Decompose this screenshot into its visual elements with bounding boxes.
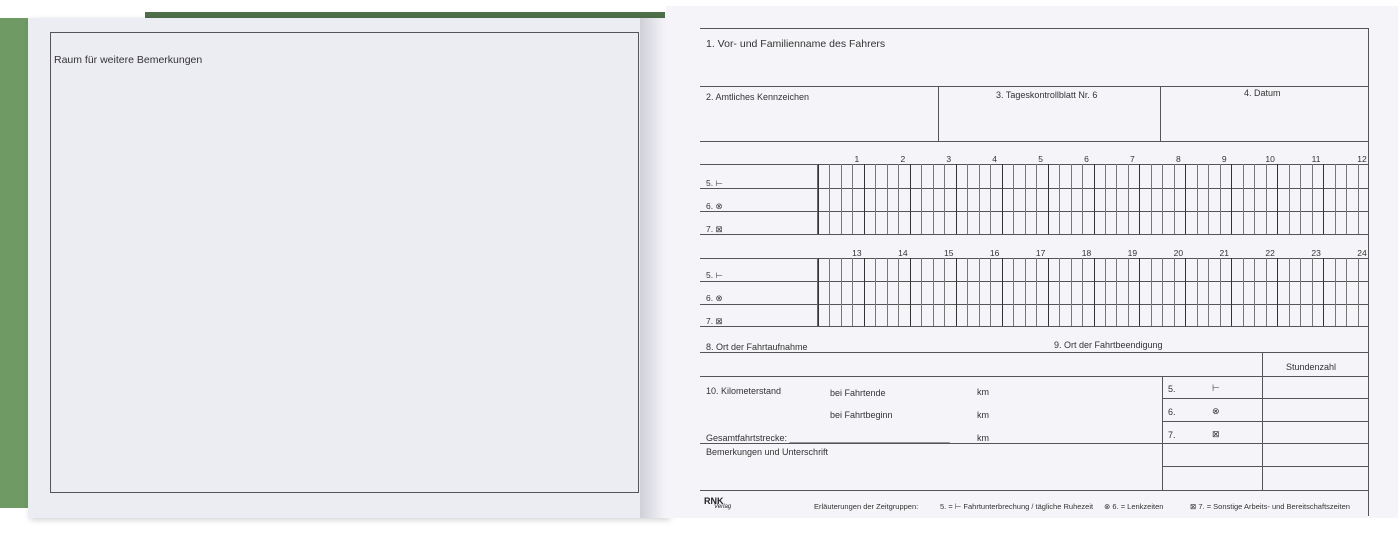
hour-label: 1 [854,154,860,164]
start-location-label: 8. Ort der Fahrtaufnahme [706,342,808,352]
hour-label: 13 [852,248,862,258]
hour-label: 14 [898,248,908,258]
summary-driving-num: 6. [1168,407,1176,417]
hour-label: 8 [1175,154,1181,164]
end-location-label: 9. Ort der Fahrtbeendigung [1054,340,1163,350]
hour-label: 5 [1038,154,1043,164]
hour-label: 24 [1357,248,1367,258]
legend-driving: ⊗ 6. = Lenkzeiten [1104,502,1164,511]
right-page [666,6,1398,518]
rest-icon: ⊢ [1212,383,1220,393]
remarks-signature-label: Bemerkungen und Unterschrift [706,447,829,457]
hour-label: 7 [1130,154,1135,164]
left-page [28,18,668,518]
remarks-title: Raum für weitere Bemerkungen [54,54,203,66]
row-label-rest: 5. ⊢ [706,178,723,188]
summary-rest-num: 5. [1168,384,1176,394]
odometer-start-label: bei Fahrtbeginn [830,410,893,420]
row-label-other-work-2: 7. ⊠ [706,316,723,326]
hour-label: 16 [989,248,1000,258]
grid-cell[interactable] [1358,164,1370,234]
hour-label: 17 [1035,248,1046,258]
hour-label: 23 [1311,248,1321,258]
hour-label: 6 [1084,154,1089,164]
km-unit-start: km [977,410,989,420]
total-distance-label: Gesamtfahrtstrecke: ________________________________ [706,433,950,443]
hour-label: 4 [992,154,998,164]
legend-title: Erläuterungen der Zeitgruppen: [814,502,919,511]
grid-cell[interactable] [1358,258,1370,326]
hour-label: 12 [1357,154,1367,164]
hour-label: 20 [1173,248,1184,258]
summary-other-num: 7. [1168,430,1176,440]
hour-label: 21 [1219,248,1229,258]
km-unit-total: km [977,433,989,443]
remarks-frame [50,32,639,493]
publisher-logo: RNK Verlag [704,496,732,510]
sheet-number-label: 3. Tageskontrollblatt Nr. 6 [996,90,1098,100]
driver-name-label: 1. Vor- und Familienname des Fahrers [706,38,886,50]
row-label-other-work: 7. ⊠ [706,224,723,234]
hour-label: 15 [944,248,954,258]
odometer-label: 10. Kilometerstand [706,386,782,396]
row-label-driving: 6. ⊗ [706,201,723,211]
hour-label: 10 [1265,154,1275,164]
hour-label: 9 [1221,154,1227,164]
hour-label: 19 [1127,248,1138,258]
hour-label: 3 [946,154,952,164]
license-plate-label: 2. Amtliches Kennzeichen [706,92,810,102]
row-label-rest-2: 5. ⊢ [706,270,723,280]
time-grid-1-12[interactable] [817,164,1369,234]
date-label: 4. Datum [1244,88,1281,98]
hour-label: 22 [1265,248,1275,258]
other-work-icon: ⊠ [1212,429,1220,439]
hour-label: 11 [1311,154,1321,164]
hour-label: 2 [900,154,906,164]
km-unit-end: km [977,387,989,397]
hours-count-header: Stundenzahl [1286,362,1337,372]
legend-other-work: ⊠ 7. = Sonstige Arbeits- und Bereitschaftszeiten [1190,502,1350,511]
driving-icon: ⊗ [1212,406,1220,416]
time-grid-13-24[interactable] [817,258,1369,326]
row-label-driving-2: 6. ⊗ [706,293,723,303]
hour-label: 18 [1081,248,1092,258]
odometer-end-label: bei Fahrtende [830,388,886,398]
legend-rest: 5. = ⊢ Fahrtunterbrechung / tägliche Ruhezeit [940,502,1094,511]
